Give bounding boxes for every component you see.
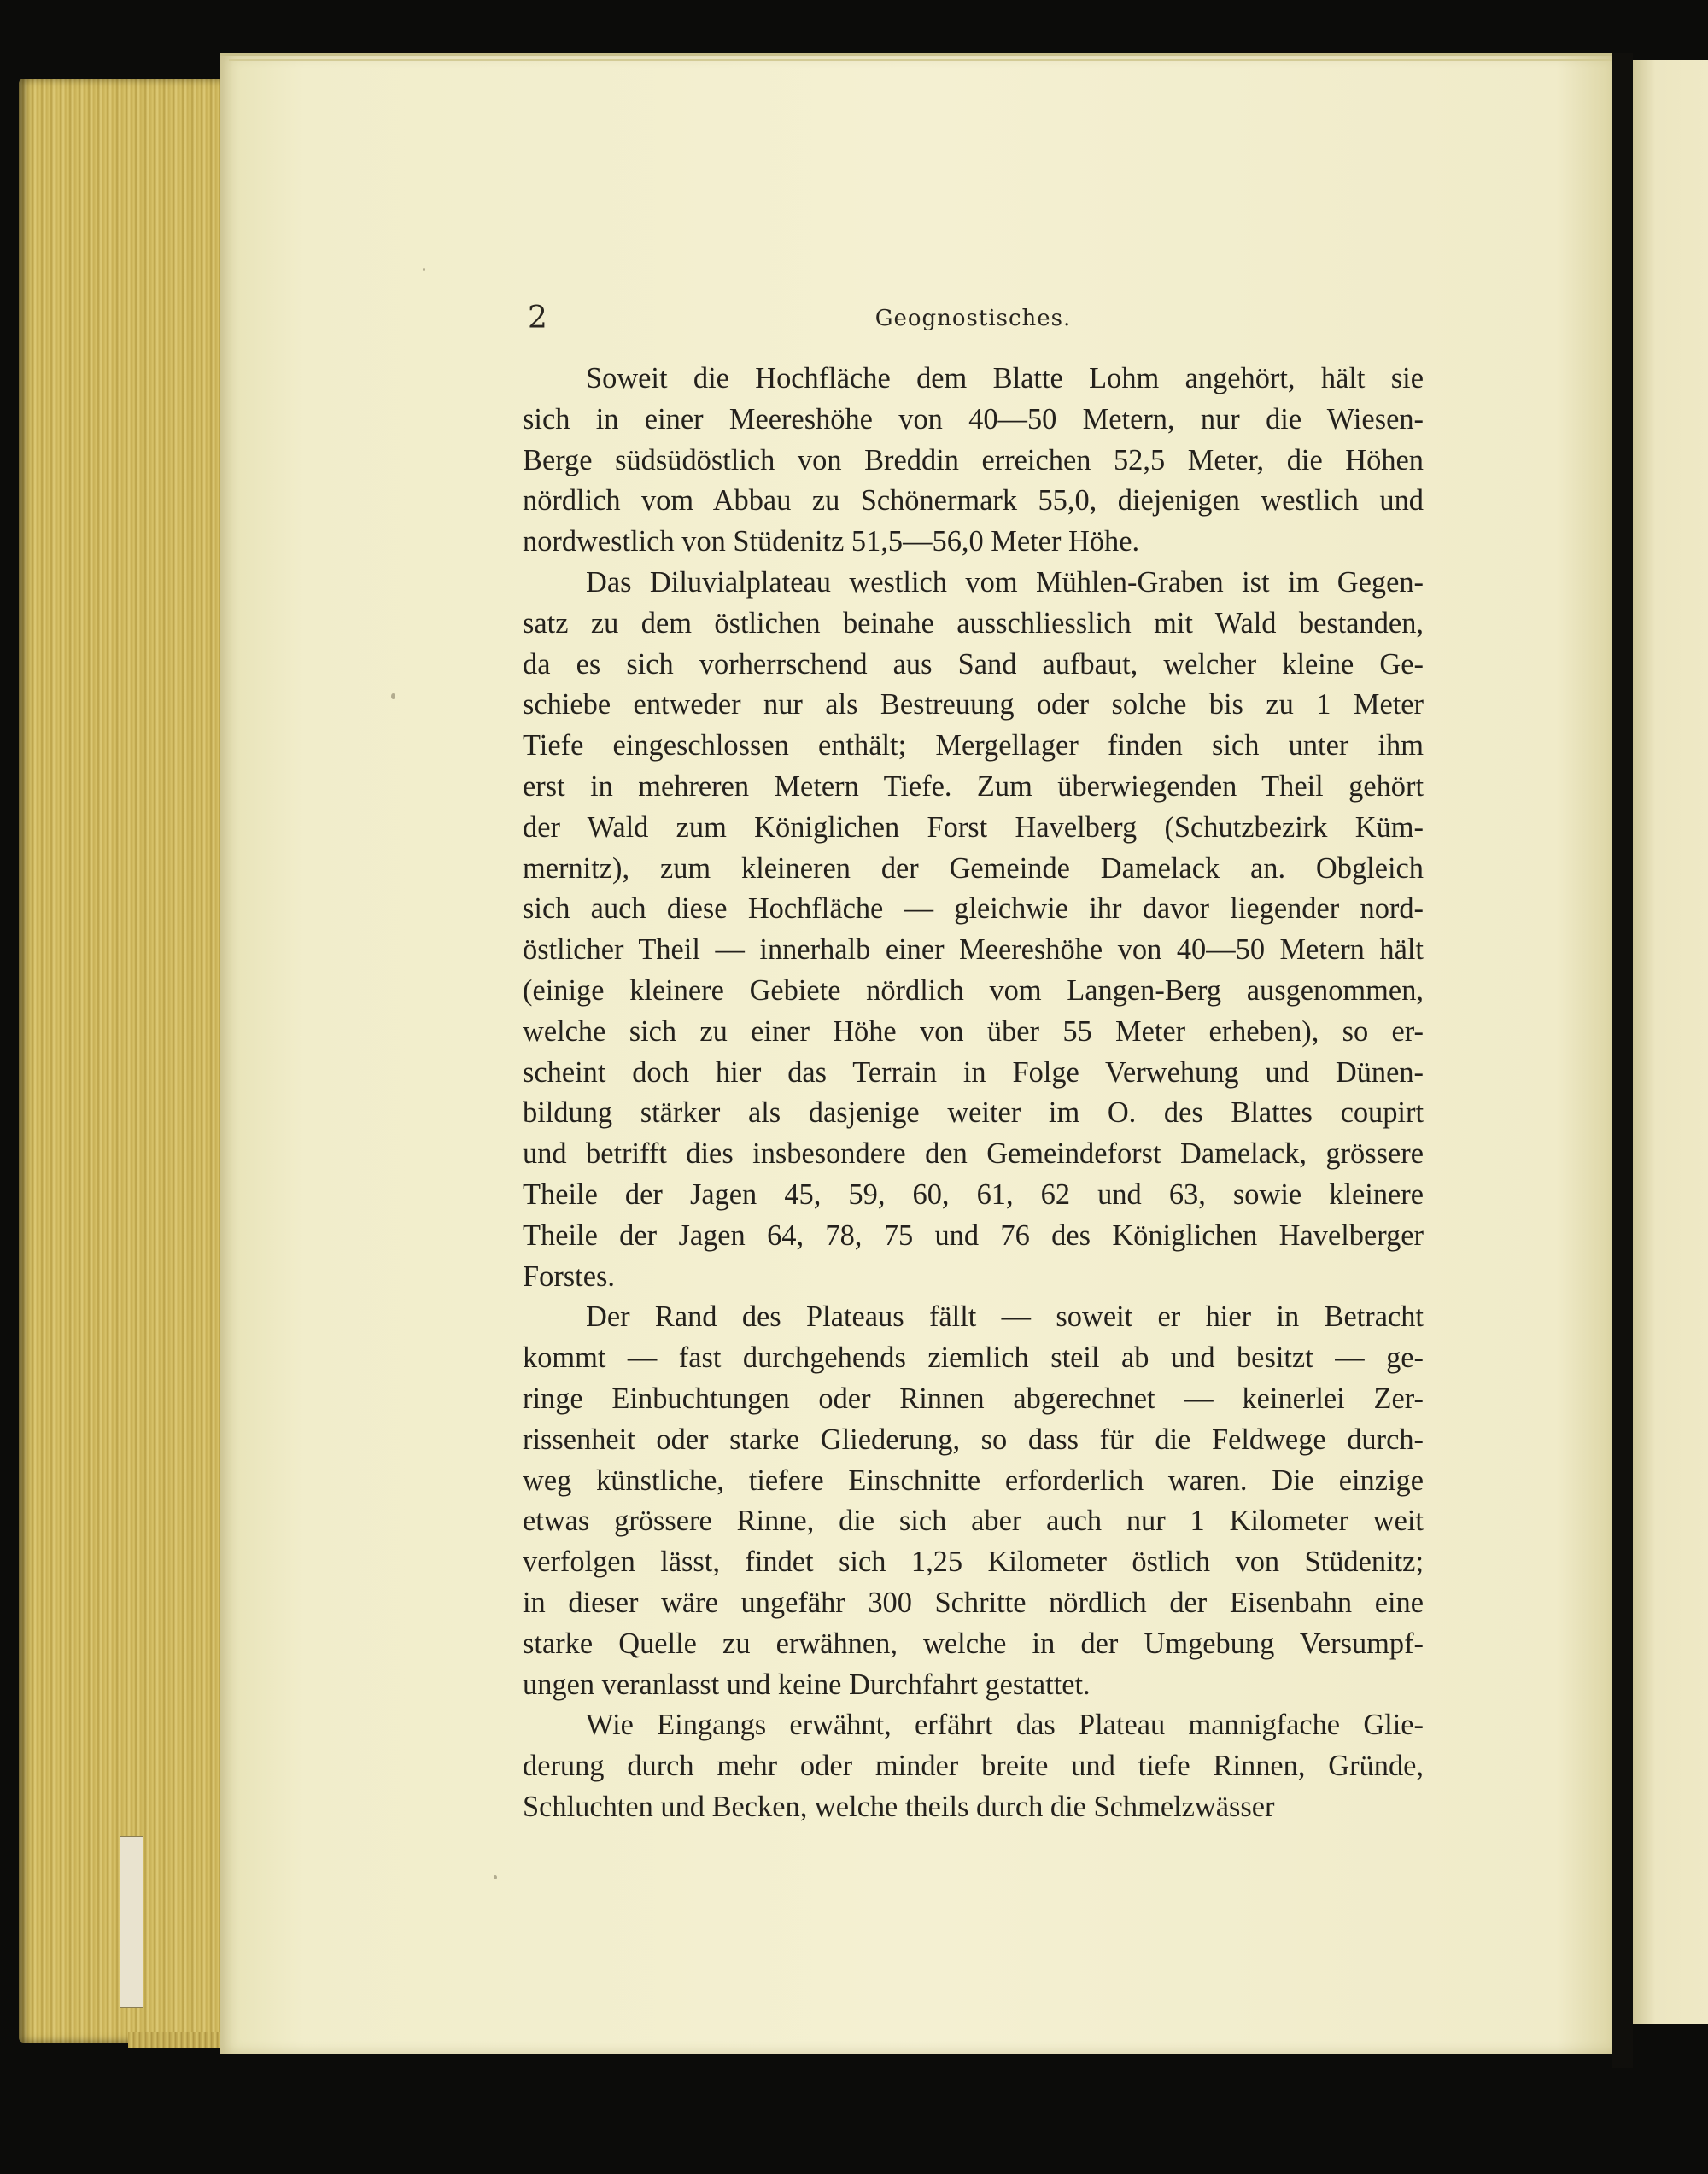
text-line: welche sich zu einer Höhe von über 55 Meter erheben), so er- (523, 1014, 1424, 1048)
text-line: sich in einer Meereshöhe von 40—50 Metern, nur die Wiesen- (523, 402, 1424, 435)
text-line: Berge südsüdöstlich von Breddin erreichen 52,5 Meter, die Höhen (523, 443, 1424, 476)
running-title: Geognostisches. (874, 306, 1072, 331)
page-top-edge (229, 59, 1612, 61)
text-line: rissenheit oder starke Gliederung, so dass für die Feldwege durch- (523, 1423, 1424, 1456)
text-line: östlicher Theil — innerhalb einer Meereshöhe von 40—50 Metern hält (523, 933, 1424, 967)
paper-speck (423, 268, 425, 271)
adjacent-page-edge (1633, 60, 1708, 2024)
text-line: und betrifft dies insbesondere den Gemeindeforst Damelack, grössere (523, 1137, 1424, 1171)
paper-speck (494, 1875, 497, 1879)
text-line: sich auch diese Hochfläche — gleichwie ihr davor liegender nord- (523, 892, 1424, 926)
text-line: in dieser wäre ungefähr 300 Schritte nördlich der Eisenbahn eine (523, 1586, 1424, 1619)
text-line: nordwestlich von Stüdenitz 51,5—56,0 Meter Höhe. (523, 525, 1140, 558)
text-line: Soweit die Hochfläche dem Blatte Lohm angehört, hält sie (586, 362, 1424, 394)
spine-gap (1612, 53, 1633, 2068)
paragraph (523, 359, 1424, 563)
body-text (523, 359, 1424, 1828)
text-line: mernitz), zum kleineren der Gemeinde Damelack an. Obgleich (523, 851, 1424, 885)
text-line: ungen veranlasst und keine Durchfahrt gestattet. (523, 1668, 1091, 1701)
paragraph (523, 1705, 1424, 1827)
text-line: kommt — fast durchgehends ziemlich steil ab und besitzt — ge- (523, 1341, 1424, 1375)
text-line: etwas grössere Rinne, die sich aber auch nur 1 Kilometer weit (523, 1505, 1424, 1538)
text-line: Theile der Jagen 64, 78, 75 und 76 des Königlichen Havelberger (523, 1218, 1424, 1252)
text-line: Das Diluvialplateau westlich vom Mühlen-Graben ist im Gegen- (586, 565, 1424, 599)
text-line: Tiefe eingeschlossen enthält; Mergellager finden sich unter ihm (523, 729, 1424, 763)
text-line: weg künstliche, tiefere Einschnitte erforderlich waren. Die einzige (523, 1464, 1424, 1497)
text-line: starke Quelle zu erwähnen, welche in der Umgebung Versumpf- (523, 1627, 1424, 1660)
text-line: Der Rand des Plateaus fällt — soweit er hier in Betracht (586, 1300, 1424, 1334)
text-line: nördlich vom Abbau zu Schönermark 55,0, diejenigen westlich und (523, 484, 1424, 517)
page-number: 2 (528, 301, 547, 336)
text-line: erst in mehreren Metern Tiefe. Zum überwiegenden Theil gehört (523, 769, 1424, 803)
paragraph (523, 563, 1424, 1297)
text-line: verfolgen lässt, findet sich 1,25 Kilometer östlich von Stüdenitz; (523, 1546, 1424, 1579)
paragraph (523, 1297, 1424, 1705)
text-line: derung durch mehr oder minder breite und tiefe Rinnen, Gründe, (523, 1750, 1424, 1783)
text-line: schiebe entweder nur als Bestreuung oder solche bis zu 1 Meter (523, 688, 1424, 722)
book-page-edges (19, 79, 232, 2043)
binding-tag (120, 1836, 143, 2008)
text-line: scheint doch hier das Terrain in Folge Verwehung und Dünen- (523, 1055, 1424, 1089)
text-line: ringe Einbuchtungen oder Rinnen abgerechnet — keinerlei Zer- (523, 1382, 1424, 1415)
text-line: Forstes. (523, 1259, 615, 1293)
text-line: Schluchten und Becken, welche theils durch die Schmelzwässer (523, 1790, 1275, 1823)
text-line: bildung stärker als dasjenige weiter im O. des Blattes coupirt (523, 1096, 1424, 1130)
text-line: Wie Eingangs erwähnt, erfährt das Plateau mannigfache Glie- (586, 1709, 1424, 1742)
text-line: der Wald zum Königlichen Forst Havelberg (Schutzbezirk Küm- (523, 810, 1424, 844)
text-line: Theile der Jagen 45, 59, 60, 61, 62 und 63, sowie kleinere (523, 1178, 1424, 1211)
text-line: satz zu dem östlichen beinahe ausschliesslich mit Wald bestanden, (523, 606, 1424, 640)
running-head (523, 301, 1424, 335)
paper-speck (391, 693, 395, 699)
text-line: da es sich vorherrschend aus Sand aufbaut, welcher kleine Ge- (523, 647, 1424, 681)
text-line: (einige kleinere Gebiete nördlich vom Langen-Berg ausgenommen, (523, 973, 1424, 1007)
